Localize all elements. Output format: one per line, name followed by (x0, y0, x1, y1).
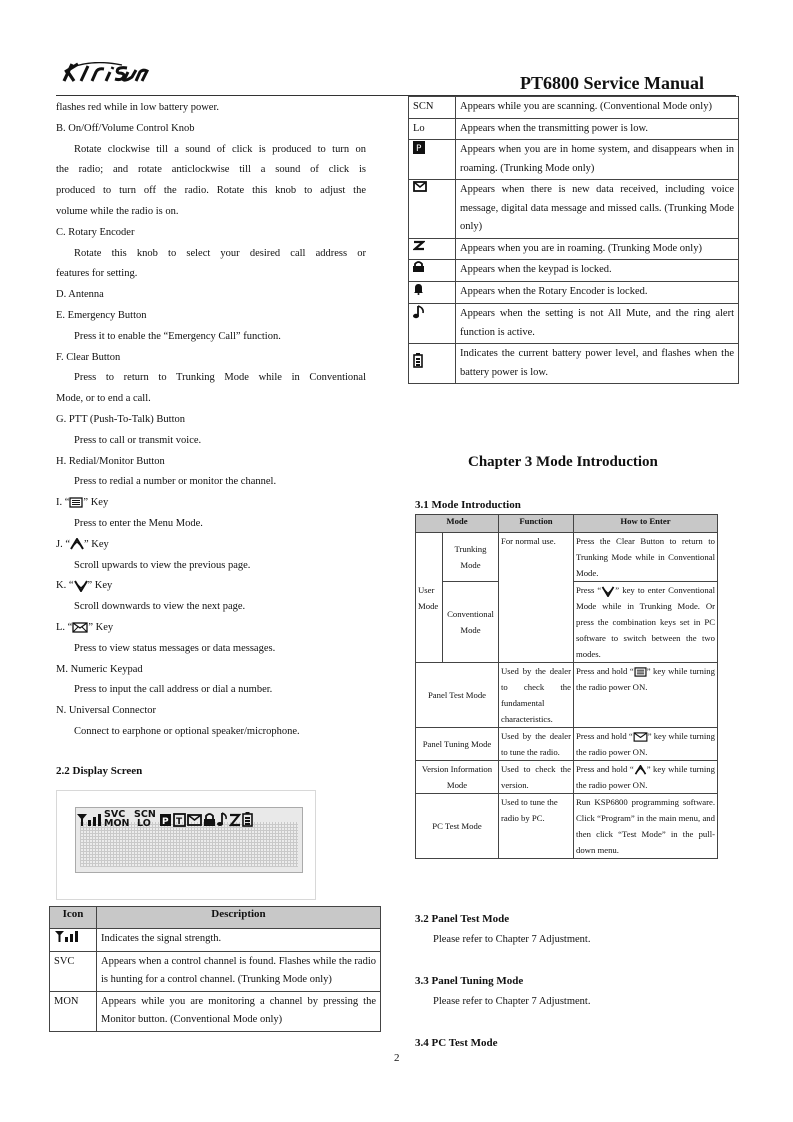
how-cell (573, 728, 717, 761)
text-line: features for setting. (56, 268, 138, 280)
column-header-how-to-enter: How to Enter (573, 515, 717, 533)
svg-text:P: P (162, 817, 169, 827)
down-key-icon (74, 580, 88, 592)
how-prefix: Press and hold “ (575, 764, 634, 774)
lcd-scn-label: SCN (134, 809, 156, 820)
table-row (416, 794, 718, 859)
roaming-icon (230, 815, 240, 825)
text-line: Press to view status messages or data messages. (74, 642, 276, 654)
key-prefix: L. “ (56, 621, 73, 633)
function-cell: Used by the dealer to tune the radio. (498, 728, 573, 761)
mode-introduction-table (415, 514, 718, 859)
display-screen-illustration (56, 790, 316, 900)
section-heading-display-screen: 2.2 Display Screen (56, 765, 143, 777)
icon-cell (50, 929, 97, 952)
item-heading: M. Numeric Keypad (56, 663, 143, 675)
lcd-svc-label: SVC (104, 809, 126, 820)
description-cell: Appears when the setting is not All Mute, and the ring alert function is active. (456, 304, 739, 344)
icon-cell (409, 180, 456, 239)
key-prefix: K. “ (56, 580, 74, 592)
item-heading: H. Redial/Monitor Button (56, 455, 165, 467)
text-line: the radio; and rotate anticlockwise till a sound of click is (56, 164, 366, 176)
mode-cell: Panel Tuning Mode (416, 728, 499, 761)
function-cell: Used to tune the radio by PC. (498, 794, 573, 859)
table-row (409, 260, 739, 282)
home-system-icon (413, 141, 425, 154)
description-cell: Indicates the signal strength. (97, 929, 381, 952)
text-line: Press to redial a number or monitor the channel. (74, 476, 277, 488)
section-heading-mode-introduction: 3.1 Mode Introduction (415, 499, 521, 511)
battery-icon (413, 352, 423, 368)
mode-cell: PC Test Mode (416, 794, 499, 859)
table-row (409, 118, 739, 140)
column-header-function: Function (498, 515, 573, 533)
table-row (50, 951, 381, 991)
menu-key-icon (634, 667, 647, 677)
item-heading: E. Emergency Button (56, 309, 147, 321)
table-row (416, 663, 718, 728)
key-suffix: ” Key (88, 621, 114, 633)
table-row (409, 180, 739, 239)
icon-cell (409, 140, 456, 180)
home-system-icon (160, 814, 171, 827)
text-line: Press to input the call address or dial a number. (74, 684, 273, 696)
key-prefix: I. “ (56, 497, 70, 509)
table-row (409, 304, 739, 344)
how-cell (573, 761, 717, 794)
how-suffix: ” key while turning the radio power ON. (575, 764, 715, 790)
description-cell: Appears when you are in roaming. (Trunking Mode only) (456, 238, 739, 260)
column-header-icon: Icon (50, 907, 97, 929)
how-cell: Press the Clear Button to return to Trunking Mode while in Conventional Mode. (573, 533, 717, 582)
text-line: Press to call or transmit voice. (74, 434, 202, 446)
mode-cell-conventional: Conventional Mode (443, 582, 499, 663)
left-column (56, 98, 366, 743)
table-row (409, 281, 739, 304)
lcd-status-icons (76, 805, 302, 827)
text-line: Rotate this knob to select your desired call address or (74, 247, 366, 259)
how-cell (573, 582, 717, 663)
signal-icon (54, 930, 82, 942)
lock-icon (204, 814, 215, 826)
description-cell: Indicates the current battery power level, and flashes when the battery power is low. (456, 344, 739, 384)
section-text: Please refer to Chapter 7 Adjustment. (433, 934, 591, 945)
how-suffix: ” key while turning the radio power ON. (575, 731, 715, 757)
key-heading-menu (56, 493, 366, 514)
column-header-mode: Mode (416, 515, 499, 533)
key-suffix: ” Key (84, 538, 109, 550)
description-cell: Appears while you are scanning. (Conventional Mode only) (456, 97, 739, 119)
how-suffix: ” key to enter Conventional Mode while in Trunking Mode. Or press the combination keys set in PC software to switch between the two modes. (575, 585, 715, 659)
page-number: 2 (394, 1052, 400, 1064)
kirisun-logo (62, 62, 150, 82)
music-note-icon (217, 813, 226, 826)
music-note-icon (413, 305, 425, 319)
svg-text:P: P (416, 144, 422, 154)
lcd-panel (75, 807, 303, 873)
up-key-icon (634, 765, 647, 775)
how-cell (573, 663, 717, 728)
icon-cell (409, 344, 456, 384)
table-row (409, 140, 739, 180)
icon-cell: SVC (50, 951, 97, 991)
table-row (409, 97, 739, 119)
lock-icon (413, 261, 424, 272)
mode-cell: Panel Test Mode (416, 663, 499, 728)
mode-cell-user: User Mode (416, 533, 443, 663)
description-cell: Appears when a control channel is found. Flashes while the radio is hunting for a control channel. (Trunking Mode only) (97, 951, 381, 991)
how-suffix: ” key while turning the radio power ON. (575, 666, 715, 692)
function-cell: Used by the dealer to check the fundamental characteristics. (498, 663, 573, 728)
table-row (416, 533, 718, 582)
description-cell: Appears when there is new data received, including voice message, digital data message and missed calls. (Trunking Mode only) (456, 180, 739, 239)
icon-description-table-part2 (408, 96, 739, 384)
text-line: Mode, or to end a call. (56, 393, 151, 405)
mode-cell: Version Information Mode (416, 761, 499, 794)
description-cell: Appears when the transmitting power is low. (456, 118, 739, 140)
key-suffix: ” Key (87, 580, 113, 592)
table-row (409, 344, 739, 384)
icon-cell (409, 238, 456, 260)
text-line: Scroll upwards to view the previous page. (74, 559, 251, 571)
description-cell: Appears when you are in home system, and disappears when in roaming. (Trunking Mode only) (456, 140, 739, 180)
text-line: Press to enter the Menu Mode. (74, 517, 203, 529)
text-line: flashes red while in low battery power. (56, 102, 219, 113)
text-line: Connect to earphone or optional speaker/microphone. (74, 725, 300, 737)
table-header-row (416, 515, 718, 533)
section-heading-pc-test-mode: 3.4 PC Test Mode (415, 1037, 498, 1049)
item-heading: B. On/Off/Volume Control Knob (56, 122, 195, 134)
function-cell: Used to check the version. (498, 761, 573, 794)
description-cell: Appears when the Rotary Encoder is locked. (456, 281, 739, 304)
key-heading-message (56, 618, 366, 639)
how-prefix: Press and hold “ (575, 731, 633, 741)
icon-cell: SCN (409, 97, 456, 119)
how-prefix: Press “ (575, 585, 602, 595)
key-heading-up (56, 535, 366, 556)
icon-cell (409, 304, 456, 344)
roaming-icon (413, 240, 425, 251)
item-heading: C. Rotary Encoder (56, 226, 135, 238)
up-key-icon (70, 538, 84, 550)
icon-description-table-part1 (49, 906, 381, 1032)
envelope-icon (413, 181, 427, 192)
lcd-mon-label: MON (104, 818, 130, 827)
text-line: Press it to enable the “Emergency Call” function. (74, 330, 281, 342)
table-row (416, 728, 718, 761)
text-line: volume while the radio is on. (56, 205, 179, 217)
table-row (416, 761, 718, 794)
table-header-row (50, 907, 381, 929)
section-text: Please refer to Chapter 7 Adjustment. (433, 996, 591, 1007)
item-heading: N. Universal Connector (56, 705, 157, 717)
icon-cell (409, 281, 456, 304)
bell-icon (413, 283, 424, 295)
menu-key-icon (69, 497, 83, 508)
svg-text:T: T (176, 817, 183, 827)
how-prefix: Press and hold “ (575, 666, 634, 676)
key-suffix: ” Key (83, 497, 109, 509)
talkgroup-icon (174, 814, 185, 827)
icon-cell: MON (50, 991, 97, 1031)
message-key-icon (633, 732, 648, 742)
mode-cell-trunking: Trunking Mode (443, 533, 499, 582)
how-cell: Run KSP6800 programming software. Click “Program” in the main menu, and then click “Test Mode” in the pull-down menu. (573, 794, 717, 859)
text-line: produced to turn off the radio. Rotate this knob to adjust the (56, 185, 366, 197)
text-line: Rotate clockwise till a sound of click is produced to turn on (74, 143, 366, 155)
chapter-title: Chapter 3 Mode Introduction (468, 454, 658, 470)
icon-cell (409, 260, 456, 282)
battery-icon (243, 812, 252, 826)
item-heading: D. Antenna (56, 289, 104, 301)
lcd-lo-label: LO (137, 818, 151, 827)
document-title: PT6800 Service Manual (520, 73, 704, 93)
description-cell: Appears while you are monitoring a channel by pressing the Monitor button. (Conventional Mode only) (97, 991, 381, 1031)
description-cell: Appears when the keypad is locked. (456, 260, 739, 282)
text-line: Press to return to Trunking Mode while in Conventional (74, 372, 366, 384)
down-key-icon (601, 586, 615, 597)
section-heading-panel-tuning-mode: 3.3 Panel Tuning Mode (415, 975, 524, 987)
key-heading-down (56, 576, 366, 597)
envelope-icon (188, 815, 201, 825)
column-header-description: Description (97, 907, 381, 929)
item-heading: F. Clear Button (56, 351, 121, 363)
table-row (409, 238, 739, 260)
message-key-icon (72, 622, 88, 633)
table-row (50, 929, 381, 952)
lcd-dot-matrix (80, 822, 298, 867)
signal-icon (77, 814, 101, 826)
item-heading: G. PTT (Push-To-Talk) Button (56, 413, 185, 425)
table-row (50, 991, 381, 1031)
function-cell: For normal use. (498, 533, 573, 663)
text-line: Scroll downwards to view the next page. (74, 601, 246, 613)
section-heading-panel-test-mode: 3.2 Panel Test Mode (415, 913, 510, 925)
key-prefix: J. “ (56, 538, 70, 550)
icon-cell: Lo (409, 118, 456, 140)
